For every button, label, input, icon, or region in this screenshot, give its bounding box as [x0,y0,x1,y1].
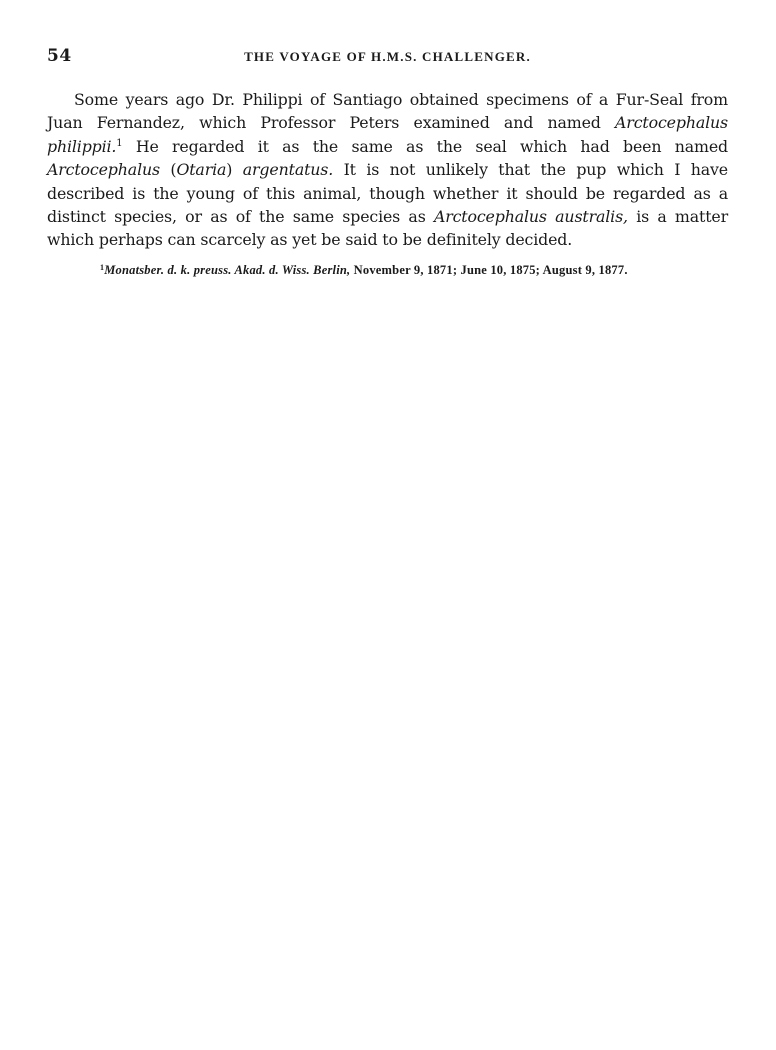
text-segment: He regarded it as the same as the seal which had been named [122,136,728,156]
species-name: Arctocephalus philippii. [47,113,728,156]
footnote-dates: November 9, 1871; June 10, 1875; August 9, 1877. [350,263,628,277]
text-segment: It is not unlikely that the pup which I have described is the young of this animal, though whether it should be regarded as a distinct species, or as of the same species as [47,160,729,227]
body-paragraph [47,88,728,252]
text-segment: ( [159,160,177,180]
species-name: Arctocephalus australis, [433,207,628,227]
text-segment: Some years ago Dr. Philippi of Santiago obtained specimens of a Fur-Seal from Juan Fernandez, which Professor Peters examined and named [47,90,728,133]
footnote [100,263,728,278]
text-segment: is a matter which perhaps can scarcely as yet be said to be definitely decided. [47,207,728,250]
footnote-reference: 1 [116,137,123,149]
running-title: THE VOYAGE OF H.M.S. CHALLENGER. [244,49,531,64]
genus-name: Arctocephalus [47,160,160,180]
footnote-source: Monatsber. d. k. preuss. Akad. d. Wiss. Berlin, [104,263,351,277]
footnote-marker: 1 [100,263,105,272]
subgenus-name: Otaria [176,160,227,180]
running-head [47,46,728,68]
text-segment: ) [226,160,243,180]
species-epithet: argentatus. [242,160,334,180]
page-number: 54 [47,46,72,66]
